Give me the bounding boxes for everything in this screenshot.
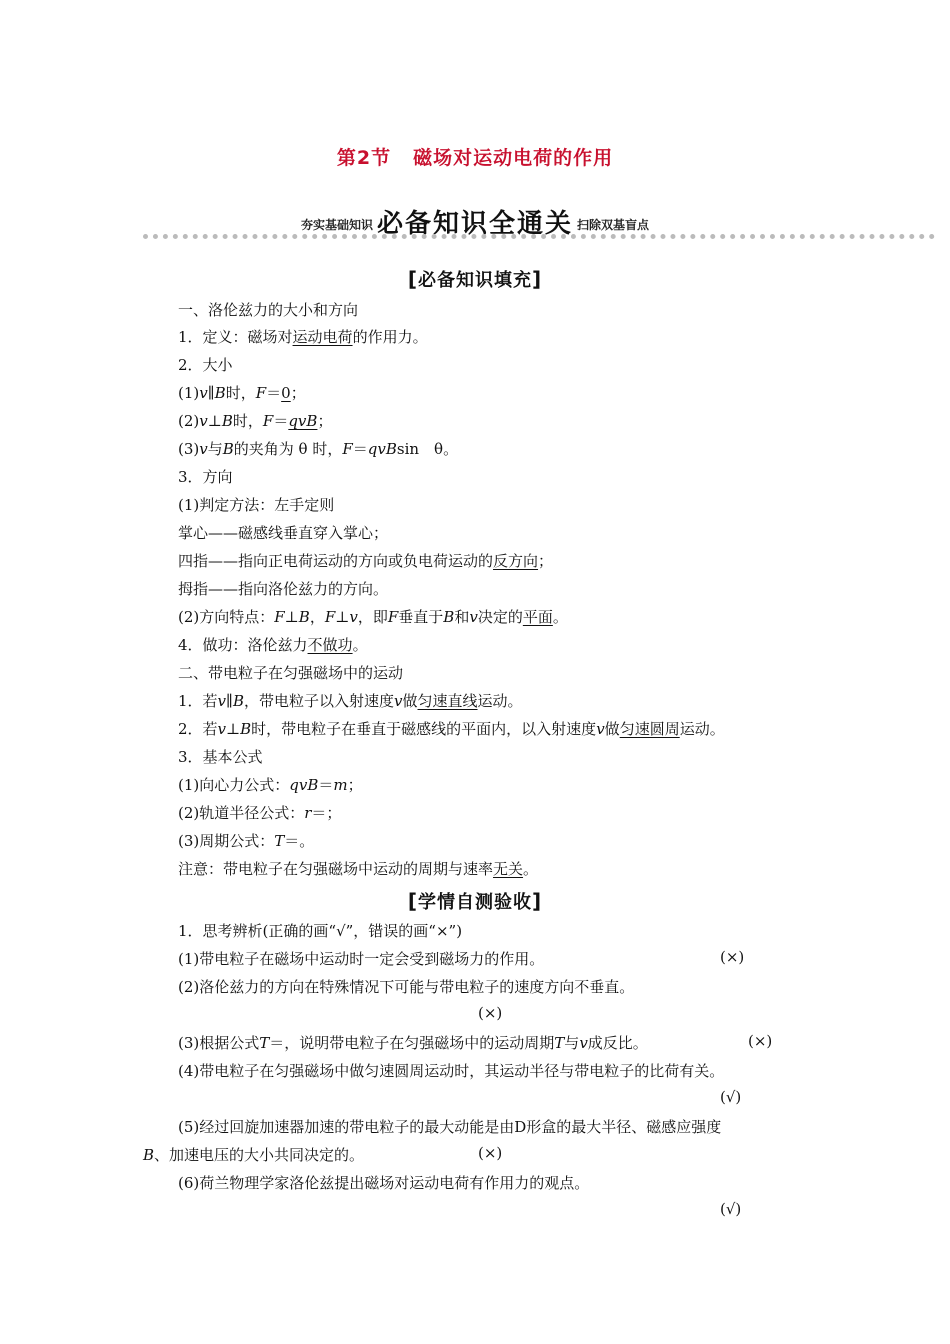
size-line-2: (2)v⊥B时，F＝qvB； [178,412,333,430]
quiz-item-2: (2)洛伦兹力的方向在特殊情况下可能与带电粒子的速度方向不垂直。 [178,978,635,996]
answer-blank: 匀速直线 [417,692,478,710]
banner-right: 扫除双基盲点 [577,218,650,232]
size-line-3: (3)v与B的夹角为 θ 时，F＝qvBsin θ。 [178,440,459,458]
definition-line: 1．定义：磁场对运动电荷的作用力。 [178,328,428,346]
motion-line-2: 2．若v⊥B时，带电粒子在垂直于磁感线的平面内，以入射速度v做匀速圆周运动。 [178,720,725,738]
direction-heading: 3．方向 [178,468,233,486]
direction-line-1: (1)判定方法：左手定则 [178,496,335,514]
work-line: 4．做功：洛伦兹力不做功。 [178,636,368,654]
formula-heading: 3．基本公式 [178,748,263,766]
quiz-item-5: (5)经过回旋加速器加速的带电粒子的最大动能是由D形盒的最大半径、磁感应强度 [178,1118,722,1136]
quiz-mark-2: (×) [478,1004,503,1022]
quiz-item-1: (1)带电粒子在磁场中运动时一定会受到磁场力的作用。 [178,950,545,968]
quiz-mark-1: (×) [720,948,745,966]
banner-main: 必备知识全通关 [376,209,573,239]
heading-motion: 二、带电粒子在匀强磁场中的运动 [178,664,404,682]
answer-blank: qvB [288,412,318,430]
quiz-item-3: (3)根据公式T＝，说明带电粒子在匀强磁场中的运动周期T与v成反比。 [178,1034,648,1052]
banner-left: 夯实基础知识 [300,218,373,232]
quiz-mark-3: (×) [748,1032,773,1050]
motion-line-1: 1．若v∥B，带电粒子以入射速度v做匀速直线运动。 [178,692,523,710]
page-title [0,143,950,170]
answer-blank: 0 [281,384,291,402]
direction-line-4: 拇指——指向洛伦兹力的方向。 [178,580,389,598]
answer-blank: 平面 [522,608,553,626]
direction-line-3: 四指——指向正电荷运动的方向或负电荷运动的反方向； [178,552,554,570]
answer-blank: 不做功 [307,636,353,654]
formula-line-3: (3)周期公式：T＝。 [178,832,315,850]
section-heading-knowledge: [必备知识填充] [407,267,543,291]
section-name: 磁场对运动电荷的作用 [413,147,614,169]
quiz-mark-4: (√) [720,1088,742,1106]
quiz-mark-5: (×) [478,1144,503,1162]
formula-line-1: (1)向心力公式：qvB＝m； [178,776,363,794]
heading-lorentz: 一、洛伦兹力的大小和方向 [178,301,359,319]
dotted-divider [143,234,935,239]
answer-blank: 运动电荷 [292,328,353,346]
size-line-1: (1)v∥B时，F＝0； [178,384,306,402]
section-heading-quiz: [学情自测验收] [407,889,543,913]
answer-blank: 无关 [493,860,524,878]
formula-line-2: (2)轨道半径公式：r＝； [178,804,342,822]
quiz-item-5-cont: B、加速电压的大小共同决定的。 [143,1146,365,1164]
quiz-intro: 1．思考辨析(正确的画“√”，错误的画“×”) [178,922,463,940]
direction-line-2: 掌心——磁感线垂直穿入掌心； [178,524,389,542]
quiz-mark-6: (√) [720,1200,742,1218]
section-number: 第2节 [336,147,392,169]
size-heading: 2．大小 [178,356,233,374]
direction-line-5: (2)方向特点：F⊥B，F⊥v，即F垂直于B和v决定的平面。 [178,608,568,626]
note-line: 注意：带电粒子在匀强磁场中运动的周期与速率无关。 [178,860,539,878]
answer-blank: 匀速圆周 [619,720,680,738]
quiz-item-4: (4)带电粒子在匀强磁场中做匀速圆周运动时，其运动半径与带电粒子的比荷有关。 [178,1062,725,1080]
answer-blank: 反方向 [493,552,539,570]
quiz-item-6: (6)荷兰物理学家洛伦兹提出磁场对运动电荷有作用力的观点。 [178,1174,590,1192]
